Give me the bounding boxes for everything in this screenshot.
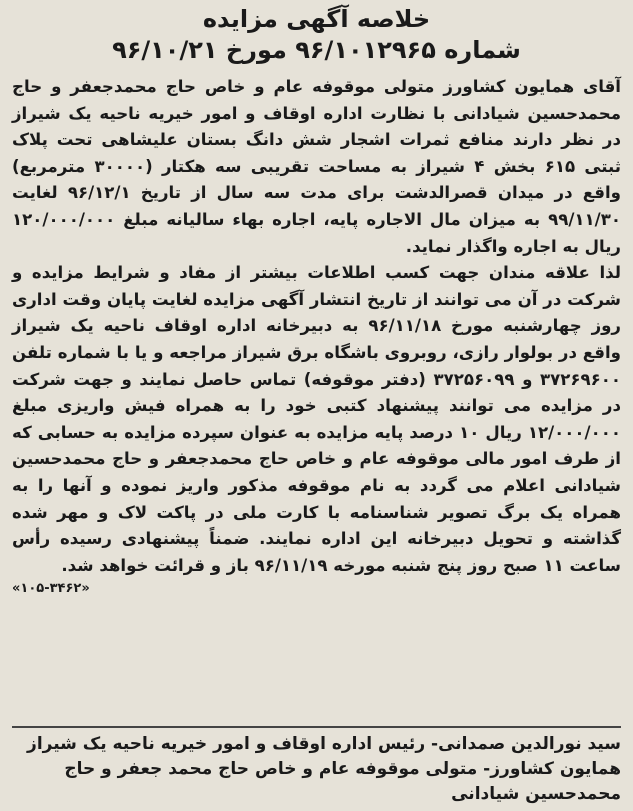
- notice-paragraph-1: آقای همایون کشاورز متولی موقوفه عام و خاص حاج محمدجعفر و حاج محمدحسین شیادانی با نظارت اداره اوقاف و امور خیریه ناحیه یک شیراز در نظر دارند منافع ثمرات اشجار شش دانگ بستان علیشاهی تحت پلاک ثبتی ۶۱۵ بخش ۴ شیراز به مساحت تقریبی سه هکتار (۳۰۰۰۰ مترمربع) واقع در میدان قصرالدشت برای مدت سه سال از تاریخ ۹۶/۱۲/۱ لغایت ۹۹/۱۱/۳۰ به میزان مال الاجاره پایه، اجاره بهاء سالیانه مبلغ ۱۲۰/۰۰۰/۰۰۰ ریال به اجاره واگذار نماید.: [12, 77, 621, 256]
- notice-number-date: شماره ۹۶/۱۰۱۲۹۶۵ مورخ ۹۶/۱۰/۲۱: [112, 36, 521, 64]
- signature-line-1: سید نورالدین صمدانی- رئیس اداره اوقاف و امور خیریه ناحیه یک شیراز: [27, 734, 621, 754]
- notice-paragraph-2: لذا علاقه مندان جهت کسب اطلاعات بیشتر از مفاد و شرایط مزایده و شرکت در آن می توانند از تاریخ انتشار آگهی مزایده لغایت پایان وقت اداری روز چهارشنبه مورخ ۹۶/۱۱/۱۸ به دبیرخانه اداره اوقاف ناحیه یک شیراز واقع در بولوار رازی، روبروی باشگاه برق شیراز مراجعه و یا با شماره تلفن ۳۷۲۶۹۶۰۰ و ۳۷۲۵۶۰۹۹ (دفتر موقوفه) تماس حاصل نمایند و جهت شرکت در مزایده می توانند پیشنهاد کتبی خود را به همراه فیش واریزی مبلغ ۱۲/۰۰۰/۰۰۰ ریال ۱۰ درصد پایه مزایده به عنوان سپرده مزایده به حسابی که از طرف امور مالی موقوفه عام و خاص حاج محمدجعفر و حاج محمدحسین شیادانی اعلام می گردد به نام موقوفه مذکور واریز نموده و آنها را به همراه یک برگ تصویر شناسنامه با کارت ملی در پاکت لاک و مهر شده گذاشته و تحویل دبیرخانه این اداره نمایند. ضمناً پیشنهادی رسیده رأس ساعت ۱۱ صبح روز پنج شنبه مورخه ۹۶/۱۱/۱۹ باز و قرائت خواهد شد.: [12, 263, 622, 575]
- notice-title: خلاصه آگهی مزایده: [202, 5, 431, 33]
- notice-signatures: [12, 726, 621, 807]
- signature-line-2: همایون کشاورز- متولی موقوفه عام و خاص حاج محمد جعفر و حاج محمدحسین شیادانی: [64, 759, 621, 804]
- notice-reference-code: «۱۰۵-۳۴۶۲»: [12, 581, 90, 597]
